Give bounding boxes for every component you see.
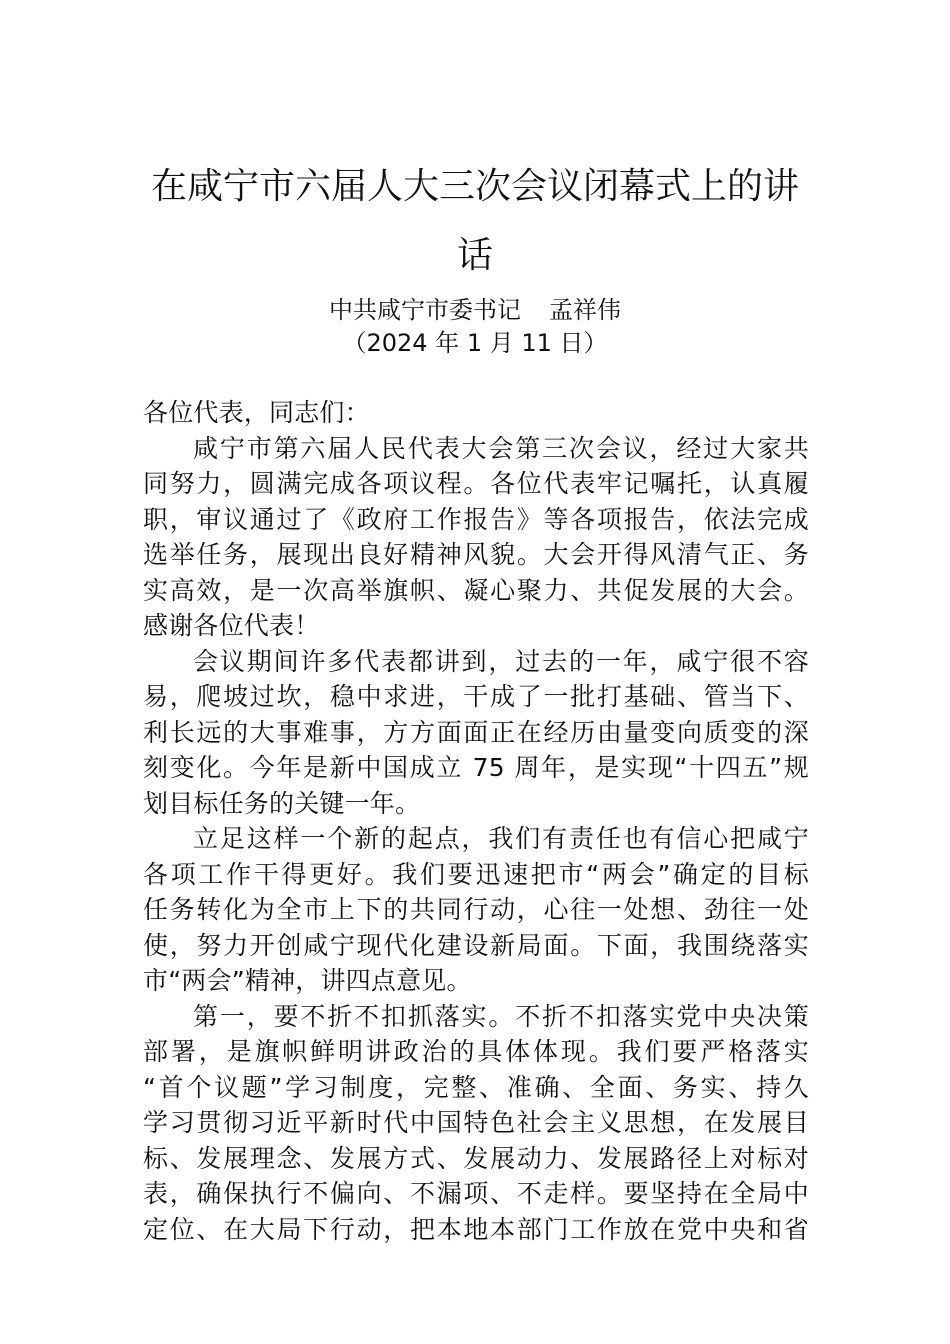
salutation: 各位代表，同志们：	[143, 398, 370, 427]
paragraph-4	[143, 999, 809, 1248]
paragraph-line: 市“两会”精神，讲四点意见。	[143, 966, 472, 995]
paragraph-line: “首个议题”学习制度，完整、准确、全面、务实、持久	[143, 1072, 809, 1102]
document-title-line-2: 话	[456, 235, 493, 276]
paragraph-line: 易，爬坡过坎，稳中求进，干成了一批打基础、管当下、	[143, 682, 809, 711]
paragraph-line: 使，努力开创咸宁现代化建设新局面。下面，我围绕落实	[143, 930, 809, 960]
paragraph-line: 划目标任务的关键一年。	[143, 788, 421, 818]
paragraph-2	[143, 644, 809, 822]
paragraph-line: 利长远的大事难事，方方面面正在经历由量变向质变的深	[143, 717, 809, 747]
paragraph-line: 职，审议通过了《政府工作报告》等各项报告，依法完成	[143, 504, 809, 534]
author-line	[100, 295, 850, 325]
paragraph-line: 立足这样一个新的起点，我们有责任也有信心把咸宁	[193, 824, 809, 853]
paragraph-line: 各项工作干得更好。我们要迅速把市“两会”确定的目标	[143, 859, 809, 889]
paragraph-line: 学习贯彻习近平新时代中国特色社会主义思想，在发展目	[143, 1108, 809, 1137]
paragraph-line: 同努力，圆满完成各项议程。各位代表牢记嘱托，认真履	[143, 469, 809, 498]
speech-body	[143, 395, 809, 1247]
paragraph-line: 刻变化。今年是新中国成立 75 周年，是实现“十四五”规	[143, 753, 809, 782]
paragraph-line: 部署，是旗帜鲜明讲政治的具体体现。我们要严格落实	[143, 1037, 809, 1066]
paragraph-line: 第一，要不折不扣抓落实。不折不扣落实党中央决策	[193, 1001, 809, 1031]
paragraph-line: 实高效，是一次高举旗帜、凝心聚力、共促发展的大会。	[143, 575, 809, 605]
paragraph-line: 任务转化为全市上下的共同行动，心往一处想、劲往一处	[143, 895, 809, 924]
paragraph-line: 标、发展理念、发展方式、发展动力、发展路径上对标对	[143, 1143, 809, 1173]
paragraph-line: 选举任务，展现出良好精神风貌。大会开得风清气正、务	[143, 540, 809, 569]
paragraph-line: 咸宁市第六届人民代表大会第三次会议，经过大家共	[193, 433, 809, 463]
paragraph-1	[143, 431, 809, 644]
document-title-line-1: 在咸宁市六届人大三次会议闭幕式上的讲	[150, 166, 799, 207]
author-name: 孟祥伟	[549, 296, 621, 324]
paragraph-line: 表，确保执行不偏向、不漏项、不走样。要坚持在全局中	[143, 1179, 809, 1208]
speech-date: （2024 年 1 月 11 日）	[342, 329, 608, 357]
paragraph-line: 定位、在大局下行动，把本地本部门工作放在党中央和省	[143, 1214, 809, 1244]
paragraph-line: 会议期间许多代表都讲到，过去的一年，咸宁很不容	[193, 646, 809, 676]
paragraph-3	[143, 821, 809, 999]
paragraph-line: 感谢各位代表！	[143, 611, 320, 640]
author-role: 中共咸宁市委书记	[329, 296, 521, 324]
